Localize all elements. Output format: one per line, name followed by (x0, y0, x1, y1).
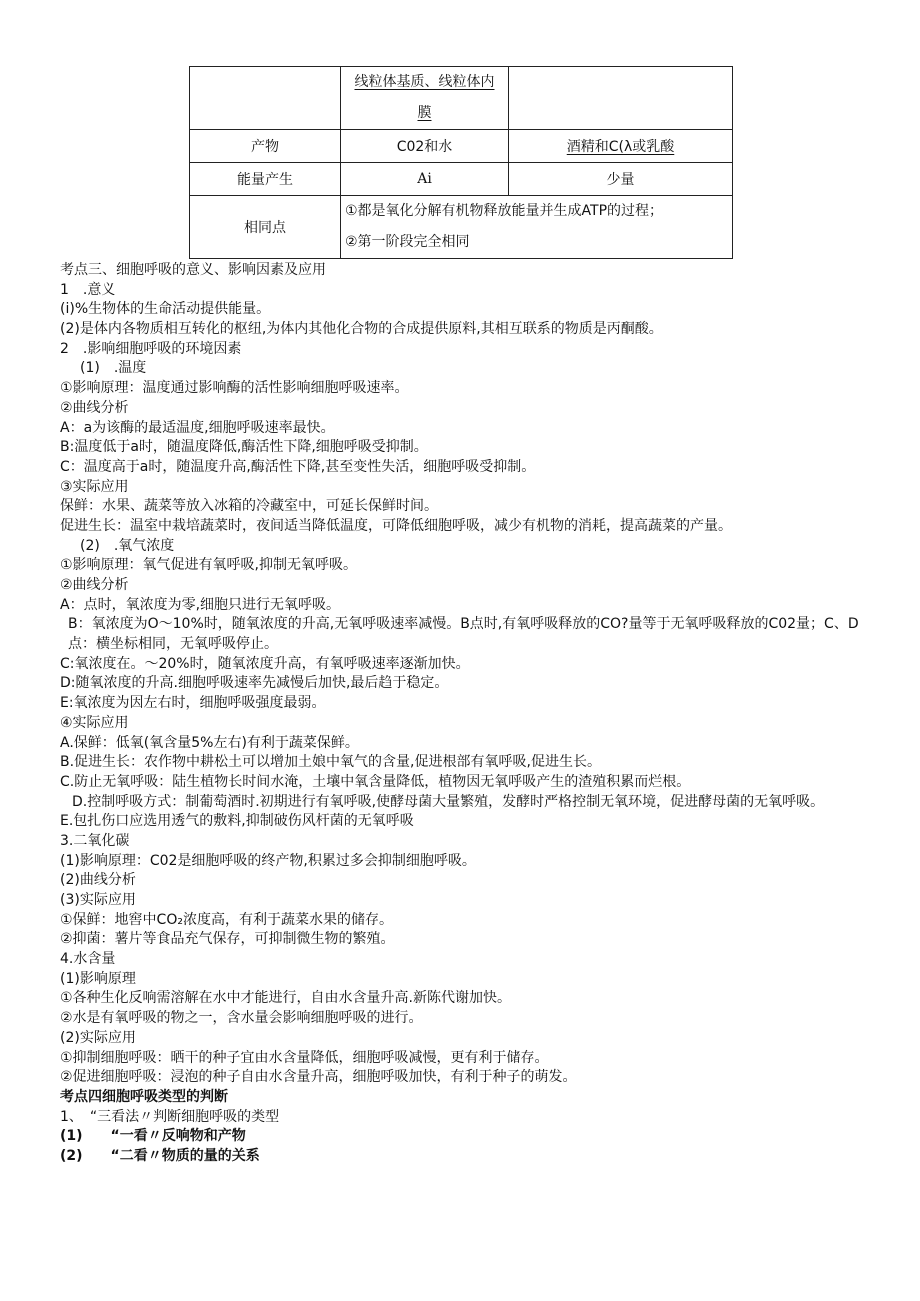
subsection-heading: 1 .意义 (60, 281, 116, 298)
table-cell-empty (509, 67, 733, 130)
text-line: ①影响原理：氧气促进有氧呼吸,抑制无氧呼吸。 (60, 557, 357, 574)
anaerobic-energy: 少量 (509, 163, 733, 196)
text-line: E:氧浓度为因左右时，细胞呼吸强度最弱。 (60, 695, 326, 712)
location-line-1: 线粒体基质、线粒体内 (354, 74, 495, 90)
text-line: ①抑制细胞呼吸：晒干的种子宜由水含量降低，细胞呼吸减慢，更有利于储存。 (60, 1049, 549, 1066)
text-line: ②曲线分析 (60, 399, 129, 416)
table-row (190, 196, 733, 259)
text-line: C.防止无氧呼吸：陆生植物长时间水淹，土壤中氧含量降低，植物因无氧呼吸产生的渣殖积累而烂根。 (60, 773, 691, 790)
text-line: ①影响原理：温度通过影响酶的活性影响细胞呼吸速率。 (60, 380, 409, 397)
text-line: A：点时，氧浓度为零,细胞只进行无氧呼吸。 (60, 596, 341, 613)
text-line: (i)%生物体的生命活动提供能量。 (60, 301, 271, 318)
text-line: 保鲜：水果、蔬菜等放入冰箱的冷藏室中，可延长保鲜时间。 (60, 498, 438, 515)
text-line: A.保鲜：低氧(氧含量5%左右)有利于蔬菜保鲜。 (60, 734, 359, 751)
anaerobic-product: 酒精和C(λ或乳酸 (509, 130, 733, 163)
text-line: A：a为该酶的最适温度,细胞呼吸速率最快。 (60, 419, 335, 436)
text-line: (2)实际应用 (60, 1029, 136, 1046)
table-cell-empty (190, 67, 341, 130)
text-line: (2)是体内各物质相互转化的枢纽,为体内其他化合物的合成提供原料,其相互联系的物质是丙酮酸。 (60, 321, 663, 338)
table-row (190, 130, 733, 163)
subsection-heading: (1) “一看〃反响物和产物 (60, 1128, 246, 1145)
location-line-2: 膜 (417, 105, 432, 121)
text-line: B.促进生长：农作物中耕松土可以增加土娘中氧气的含量,促进根部有氧呼吸,促进生长。 (60, 754, 601, 771)
text-line: D.控制呼吸方式：制葡萄酒时.初期进行有氧呼吸,使酵母菌大量繁殖，发酵时严格控制无氧环境，促进酵母菌的无氧呼吸。 (72, 793, 825, 810)
table-cell-location (341, 67, 509, 130)
subsection-heading: 1、 “三看法〃判断细胞呼吸的类型 (60, 1108, 280, 1125)
text-line: C：温度高于a时，随温度升高,酶活性下降,甚至变性失活，细胞呼吸受抑制。 (60, 458, 536, 475)
text-line: (1)影响原理 (60, 970, 136, 987)
text-line: (1)影响原理：C02是细胞呼吸的终产物,积累过多会抑制细胞呼吸。 (60, 852, 476, 869)
aerobic-energy: Ai (341, 163, 509, 196)
table-row (190, 67, 733, 130)
text-line: ②促进细胞呼吸：浸泡的种子自由水含量升高，细胞呼吸加快，有利于种子的萌发。 (60, 1069, 577, 1086)
text-line: ③实际应用 (60, 478, 129, 495)
text-line: C:氧浓度在。〜20%时，随氧浓度升高，有氧呼吸速率逐渐加快。 (60, 655, 470, 672)
text-line: E.包扎伤口应选用透气的敷料,抑制破伤风杆菌的无氧呼吸 (60, 813, 414, 830)
subsection-heading: 2 .影响细胞呼吸的环境因素 (60, 340, 242, 357)
text-line: B：氧浓度为O〜10%时，随氧浓度的升高,无氧呼吸速率减慢。B点时,有氧呼吸释放的CO?量等于无氧呼吸释放的C02量；C、D点：横坐标相同，无氧呼吸停止。 (68, 616, 859, 653)
subsection-heading: 3.二氧化碳 (60, 832, 130, 849)
row-label-energy: 能量产生 (190, 163, 341, 196)
row-label-similarity: 相同点 (190, 196, 341, 259)
subsection-heading: (2) .氧气浓度 (80, 537, 175, 554)
text-line: ①保鲜：地窖中CO₂浓度高，有利于蔬菜水果的储存。 (60, 911, 393, 928)
row-label-product: 产物 (190, 130, 341, 163)
text-line: 促进生长：温室中栽培蔬菜时，夜间适当降低温度，可降低细胞呼吸，减少有机物的消耗，提高蔬菜的产量。 (60, 517, 732, 534)
text-line: ④实际应用 (60, 714, 129, 731)
respiration-comparison-table (189, 66, 733, 259)
section-heading: 考点四细胞呼吸类型的判断 (60, 1088, 228, 1105)
aerobic-product: C02和水 (341, 130, 509, 163)
subsection-heading: (1) .温度 (80, 360, 147, 377)
subsection-heading: 4.水含量 (60, 951, 116, 968)
text-line: B:温度低于a时，随温度降低,酶活性下降,细胞呼吸受抑制。 (60, 439, 428, 456)
text-line: ②抑菌：薯片等食品充气保存，可抑制微生物的繁殖。 (60, 931, 395, 948)
body-text (60, 261, 860, 1167)
similarity-point-2: ②第一阶段完全相同 (345, 234, 470, 250)
text-line: ②曲线分析 (60, 577, 129, 593)
text-line: (3)实际应用 (60, 892, 136, 909)
section-heading: 考点三、细胞呼吸的意义、影响因素及应用 (60, 262, 326, 278)
similarity-cell (341, 196, 733, 259)
table-row (190, 163, 733, 196)
text-line: D:随氧浓度的升高.细胞呼吸速率先减慢后加快,最后趋于稳定。 (60, 675, 449, 692)
text-line: ②水是有氧呼吸的物之一，含水量会影响细胞呼吸的进行。 (60, 1010, 423, 1027)
text-line: (2)曲线分析 (60, 872, 136, 889)
subsection-heading: (2) “二看〃物质的量的关系 (60, 1147, 260, 1164)
similarity-point-1: ①都是氧化分解有机物释放能量并生成ATP的过程； (345, 203, 664, 219)
text-line: ①各种生化反响需溶解在水中才能进行，自由水含量升高.新陈代谢加快。 (60, 990, 511, 1007)
